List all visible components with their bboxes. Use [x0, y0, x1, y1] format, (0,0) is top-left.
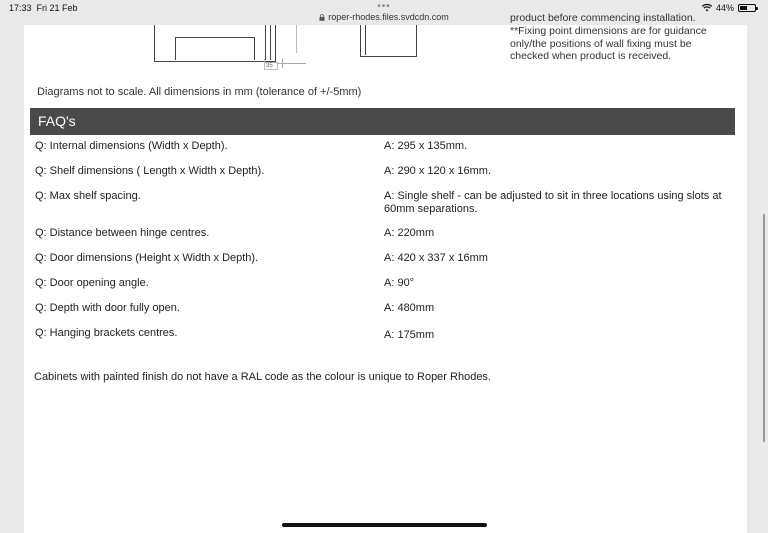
faq-row — [35, 277, 735, 302]
faq-row — [35, 165, 735, 190]
home-indicator[interactable] — [282, 523, 487, 527]
paint-finish-note: Cabinets with painted finish do not have a RAL code as the colour is unique to Roper Rhodes. — [34, 371, 491, 383]
faq-question: Q: Shelf dimensions ( Length x Width x Depth). — [35, 165, 265, 177]
faq-row — [35, 252, 735, 277]
faq-list — [35, 140, 735, 352]
faq-heading: FAQ's — [30, 108, 735, 135]
fixing-note-line-3: checked when product is received. — [510, 50, 672, 62]
cabinet-diagram-side — [360, 25, 417, 57]
diagram-door-edge — [365, 25, 366, 55]
tab-options-dots[interactable]: ••• — [377, 1, 391, 12]
battery-percent: 44% — [715, 3, 734, 13]
faq-question: Q: Door dimensions (Height x Width x Depth). — [35, 252, 259, 264]
faq-question: Q: Hanging brackets centres. — [35, 327, 178, 339]
scrollbar[interactable] — [763, 214, 765, 442]
faq-answer: A: 420 x 337 x 16mm — [384, 252, 488, 264]
cabinet-diagram-front — [154, 25, 276, 62]
diagram-shelf — [175, 37, 255, 60]
faq-question: Q: Distance between hinge centres. — [35, 227, 210, 239]
faq-answer: A: 295 x 135mm. — [384, 140, 468, 152]
faq-question: Q: Door opening angle. — [35, 277, 149, 289]
fixing-note — [510, 12, 720, 63]
status-time: 17:33 Fri 21 Feb — [9, 3, 78, 13]
faq-answer: A: Single shelf - can be adjusted to sit in three locations using slots at 60mm separations. — [384, 190, 722, 215]
cut-off-line: product before commencing installation. — [510, 12, 696, 24]
fixing-note-line-2: only/the positions of wall fixing must be — [510, 37, 692, 50]
faq-answer: A: 90° — [384, 277, 415, 289]
faq-row — [35, 302, 735, 327]
faq-row — [35, 227, 735, 252]
fixing-note-line-1: **Fixing point dimensions are for guidance — [510, 25, 707, 37]
faq-question: Q: Max shelf spacing. — [35, 190, 141, 202]
scale-note: Diagrams not to scale. All dimensions in mm (tolerance of +/-5mm) — [37, 86, 362, 98]
faq-question: Q: Internal dimensions (Width x Depth). — [35, 140, 228, 152]
faq-answer: A: 480mm — [384, 302, 435, 314]
faq-question: Q: Depth with door fully open. — [35, 302, 180, 314]
diagram-side-panel — [265, 25, 271, 60]
faq-row — [35, 140, 735, 165]
lock-icon — [319, 14, 325, 21]
faq-row — [35, 327, 735, 352]
url-text[interactable]: roper-rhodes.files.svdcdn.com — [328, 12, 449, 22]
faq-answer: A: 290 x 120 x 16mm. — [384, 165, 491, 177]
faq-answer: A: 220mm — [384, 227, 435, 239]
dimension-label: 35 — [264, 62, 278, 70]
faq-answer: A: 175mm — [384, 329, 435, 341]
faq-row — [35, 190, 735, 227]
dimension-tick-right — [282, 59, 283, 68]
diagram-guide-line — [296, 25, 297, 53]
